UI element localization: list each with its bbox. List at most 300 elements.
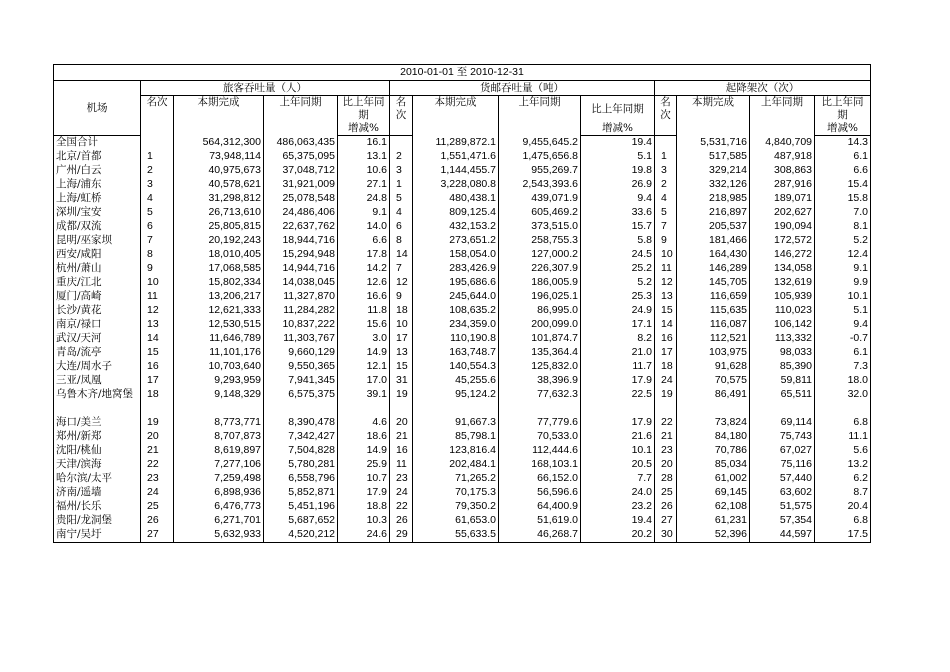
- cell-passenger-last-year: 37,048,712: [264, 164, 338, 178]
- cell-passenger-current: 6,476,773: [174, 500, 264, 514]
- cell-airport-name: 济南/遥墙: [54, 486, 141, 500]
- cell-cargo-last-year: 1,475,656.8: [499, 150, 581, 164]
- cell-passenger-change: 4.6: [338, 416, 390, 430]
- cell-passenger-change: 39.1: [338, 388, 390, 416]
- cell-movement-rank: 22: [655, 416, 677, 430]
- cell-cargo-current: 45,255.6: [413, 374, 499, 388]
- cell-cargo-current: 61,653.0: [413, 514, 499, 528]
- cell-passenger-rank: 22: [141, 458, 174, 472]
- cell-cargo-current: 809,125.4: [413, 206, 499, 220]
- cell-airport-name: 厦门/高崎: [54, 290, 141, 304]
- cell-cargo-last-year: 70,533.0: [499, 430, 581, 444]
- cell-movement-last-year: 57,354: [750, 514, 815, 528]
- cell-movement-last-year: 106,142: [750, 318, 815, 332]
- cell-passenger-current: 564,312,300: [174, 136, 264, 151]
- cell-movement-current: 84,180: [677, 430, 750, 444]
- cell-passenger-rank: 23: [141, 472, 174, 486]
- cell-cargo-change: 17.1: [581, 318, 655, 332]
- cell-cargo-change: 11.7: [581, 360, 655, 374]
- cell-movement-last-year: 4,840,709: [750, 136, 815, 151]
- cell-cargo-current: 202,484.1: [413, 458, 499, 472]
- table-row: [54, 304, 871, 318]
- header-cargo-group: 货邮吞吐量（吨）: [390, 81, 655, 96]
- cell-passenger-current: 20,192,243: [174, 234, 264, 248]
- cell-passenger-last-year: 18,944,716: [264, 234, 338, 248]
- cell-cargo-last-year: 38,396.9: [499, 374, 581, 388]
- cell-movement-rank: 15: [655, 304, 677, 318]
- cell-movement-rank: 20: [655, 458, 677, 472]
- cell-cargo-change: 19.8: [581, 164, 655, 178]
- cell-movement-last-year: 110,023: [750, 304, 815, 318]
- cell-movement-rank: 17: [655, 346, 677, 360]
- cell-passenger-last-year: 11,327,870: [264, 290, 338, 304]
- table-row: [54, 486, 871, 500]
- table-row: [54, 458, 871, 472]
- cell-movement-current: 112,521: [677, 332, 750, 346]
- table-row: [54, 430, 871, 444]
- cell-passenger-rank: 15: [141, 346, 174, 360]
- cell-cargo-last-year: 112,444.6: [499, 444, 581, 458]
- cell-cargo-last-year: 955,269.7: [499, 164, 581, 178]
- cell-cargo-current: 95,124.2: [413, 388, 499, 416]
- cell-movement-change: 12.4: [815, 248, 871, 262]
- cell-movement-current: 115,635: [677, 304, 750, 318]
- cell-passenger-change: 18.8: [338, 500, 390, 514]
- cell-cargo-rank: [390, 136, 413, 151]
- cell-passenger-last-year: 7,342,427: [264, 430, 338, 444]
- cell-airport-name: 上海/浦东: [54, 178, 141, 192]
- header-passenger-last-year: 上年同期: [264, 96, 338, 136]
- cell-cargo-last-year: 135,364.4: [499, 346, 581, 360]
- cell-cargo-current: 140,554.3: [413, 360, 499, 374]
- header-passenger-group: 旅客吞吐量（人）: [141, 81, 390, 96]
- cell-movement-current: 70,575: [677, 374, 750, 388]
- cell-passenger-change: 24.6: [338, 528, 390, 543]
- cell-movement-change: 14.3: [815, 136, 871, 151]
- cell-cargo-change: 24.5: [581, 248, 655, 262]
- cell-movement-last-year: 85,390: [750, 360, 815, 374]
- table-row: [54, 234, 871, 248]
- cell-movement-rank: 2: [655, 178, 677, 192]
- cell-cargo-change: 19.4: [581, 514, 655, 528]
- cell-cargo-current: 163,748.7: [413, 346, 499, 360]
- cell-passenger-change: 10.7: [338, 472, 390, 486]
- cell-cargo-current: 123,816.4: [413, 444, 499, 458]
- cell-passenger-change: 15.6: [338, 318, 390, 332]
- cell-airport-name: 福州/长乐: [54, 500, 141, 514]
- cell-passenger-current: 13,206,217: [174, 290, 264, 304]
- cell-movement-rank: 12: [655, 276, 677, 290]
- cell-passenger-last-year: 5,687,652: [264, 514, 338, 528]
- cell-cargo-current: 3,228,080.8: [413, 178, 499, 192]
- cell-passenger-rank: 1: [141, 150, 174, 164]
- cell-passenger-last-year: 486,063,435: [264, 136, 338, 151]
- cell-cargo-current: 273,651.2: [413, 234, 499, 248]
- cell-passenger-change: 9.1: [338, 206, 390, 220]
- cell-cargo-rank: 9: [390, 290, 413, 304]
- cell-cargo-rank: 11: [390, 458, 413, 472]
- cell-cargo-rank: 14: [390, 248, 413, 262]
- header-passenger-change-line2: 期: [338, 109, 390, 122]
- cell-passenger-current: 5,632,933: [174, 528, 264, 543]
- cell-cargo-rank: 4: [390, 206, 413, 220]
- cell-cargo-change: 25.2: [581, 262, 655, 276]
- cell-passenger-last-year: 14,038,045: [264, 276, 338, 290]
- cell-passenger-rank: 10: [141, 276, 174, 290]
- cell-movement-current: 91,628: [677, 360, 750, 374]
- cell-passenger-current: 12,621,333: [174, 304, 264, 318]
- table-row: [54, 262, 871, 276]
- cell-cargo-change: 26.9: [581, 178, 655, 192]
- cell-cargo-last-year: 226,307.9: [499, 262, 581, 276]
- cell-cargo-current: 283,426.9: [413, 262, 499, 276]
- cell-movement-change: 10.1: [815, 290, 871, 304]
- cell-cargo-change: 25.3: [581, 290, 655, 304]
- cell-movement-rank: 18: [655, 360, 677, 374]
- cell-airport-name: 重庆/江北: [54, 276, 141, 290]
- cell-movement-rank: 4: [655, 192, 677, 206]
- cell-movement-change: 6.8: [815, 514, 871, 528]
- cell-cargo-last-year: 200,099.0: [499, 318, 581, 332]
- cell-movement-current: 517,585: [677, 150, 750, 164]
- table-row: [54, 290, 871, 304]
- cell-movement-rank: 30: [655, 528, 677, 543]
- cell-airport-name: 天津/滨海: [54, 458, 141, 472]
- header-movement-rank-line2: 次: [655, 109, 677, 122]
- cell-cargo-current: 55,633.5: [413, 528, 499, 543]
- cell-movement-change: 6.6: [815, 164, 871, 178]
- cell-passenger-rank: 17: [141, 374, 174, 388]
- cell-passenger-change: 14.0: [338, 220, 390, 234]
- cell-passenger-change: 16.1: [338, 136, 390, 151]
- cell-passenger-rank: 11: [141, 290, 174, 304]
- cell-airport-name: 乌鲁木齐/地窝堡: [54, 388, 141, 416]
- cell-cargo-last-year: 9,455,645.2: [499, 136, 581, 151]
- table-row: [54, 220, 871, 234]
- cell-passenger-current: 11,646,789: [174, 332, 264, 346]
- cell-passenger-rank: 7: [141, 234, 174, 248]
- cell-passenger-rank: [141, 136, 174, 151]
- cell-airport-name: 三亚/凤凰: [54, 374, 141, 388]
- cell-movement-change: -0.7: [815, 332, 871, 346]
- cell-airport-name: 杭州/萧山: [54, 262, 141, 276]
- cell-movement-rank: 11: [655, 262, 677, 276]
- cell-movement-last-year: 51,575: [750, 500, 815, 514]
- cell-airport-name: 哈尔滨/太平: [54, 472, 141, 486]
- cell-cargo-rank: 18: [390, 304, 413, 318]
- cell-movement-change: 8.1: [815, 220, 871, 234]
- cell-movement-rank: 1: [655, 150, 677, 164]
- cell-passenger-current: 9,148,329: [174, 388, 264, 416]
- cell-cargo-rank: 21: [390, 430, 413, 444]
- cell-cargo-current: 108,635.2: [413, 304, 499, 318]
- table-row: [54, 318, 871, 332]
- cell-movement-rank: 9: [655, 234, 677, 248]
- table-body: [54, 136, 871, 543]
- cell-passenger-rank: 20: [141, 430, 174, 444]
- cell-airport-name: 海口/美兰: [54, 416, 141, 430]
- cell-movement-rank: 23: [655, 444, 677, 458]
- date-range-title: 2010-01-01 至 2010-12-31: [54, 65, 871, 81]
- cell-cargo-last-year: 125,832.0: [499, 360, 581, 374]
- header-passenger-change-line1: 比上年同: [338, 96, 390, 110]
- cell-movement-current: 216,897: [677, 206, 750, 220]
- table-row: [54, 192, 871, 206]
- cell-movement-change: 9.9: [815, 276, 871, 290]
- cell-cargo-current: 79,350.2: [413, 500, 499, 514]
- header-cargo-change-line2: 增减%: [581, 122, 655, 136]
- cell-passenger-rank: 2: [141, 164, 174, 178]
- cell-movement-current: 61,002: [677, 472, 750, 486]
- cell-movement-current: 116,087: [677, 318, 750, 332]
- cell-movement-change: 5.1: [815, 304, 871, 318]
- cell-passenger-last-year: 11,284,282: [264, 304, 338, 318]
- cell-passenger-change: 17.8: [338, 248, 390, 262]
- cell-passenger-current: 15,802,334: [174, 276, 264, 290]
- cell-cargo-change: 24.0: [581, 486, 655, 500]
- cell-passenger-last-year: 10,837,222: [264, 318, 338, 332]
- header-cargo-rank-line1: 名: [390, 96, 413, 110]
- cell-passenger-last-year: 5,852,871: [264, 486, 338, 500]
- cell-passenger-rank: 12: [141, 304, 174, 318]
- cell-passenger-last-year: 15,294,948: [264, 248, 338, 262]
- cell-movement-change: 6.2: [815, 472, 871, 486]
- cell-cargo-last-year: 64,400.9: [499, 500, 581, 514]
- cell-passenger-last-year: 7,941,345: [264, 374, 338, 388]
- cell-movement-change: 9.4: [815, 318, 871, 332]
- cell-cargo-last-year: 127,000.2: [499, 248, 581, 262]
- cell-movement-last-year: 308,863: [750, 164, 815, 178]
- cell-airport-name: 武汉/天河: [54, 332, 141, 346]
- cell-cargo-change: 19.4: [581, 136, 655, 151]
- cell-cargo-rank: 26: [390, 514, 413, 528]
- cell-airport-name: 北京/首都: [54, 150, 141, 164]
- cell-movement-rank: 28: [655, 472, 677, 486]
- cell-movement-change: 11.1: [815, 430, 871, 444]
- cell-cargo-current: 158,054.0: [413, 248, 499, 262]
- cell-passenger-current: 7,259,498: [174, 472, 264, 486]
- cell-movement-rank: 21: [655, 430, 677, 444]
- cell-cargo-current: 195,686.6: [413, 276, 499, 290]
- cell-cargo-current: 432,153.2: [413, 220, 499, 234]
- cell-passenger-current: 8,707,873: [174, 430, 264, 444]
- cell-passenger-last-year: 9,660,129: [264, 346, 338, 360]
- cell-passenger-rank: 21: [141, 444, 174, 458]
- cell-cargo-change: 7.7: [581, 472, 655, 486]
- header-movement-current: 本期完成: [677, 96, 750, 136]
- cell-passenger-rank: 16: [141, 360, 174, 374]
- cell-passenger-rank: 26: [141, 514, 174, 528]
- cell-passenger-rank: 27: [141, 528, 174, 543]
- cell-movement-last-year: 98,033: [750, 346, 815, 360]
- cell-cargo-change: 22.5: [581, 388, 655, 416]
- cell-cargo-change: 24.9: [581, 304, 655, 318]
- cell-movement-change: 15.4: [815, 178, 871, 192]
- cell-passenger-rank: 9: [141, 262, 174, 276]
- cell-movement-last-year: 63,602: [750, 486, 815, 500]
- cell-passenger-last-year: 25,078,548: [264, 192, 338, 206]
- cell-movement-current: 218,985: [677, 192, 750, 206]
- cell-movement-rank: 19: [655, 388, 677, 416]
- cell-cargo-rank: 29: [390, 528, 413, 543]
- header-movement-last-year: 上年同期: [750, 96, 815, 136]
- cell-cargo-rank: 24: [390, 486, 413, 500]
- cell-movement-current: 52,396: [677, 528, 750, 543]
- cell-passenger-current: 25,805,815: [174, 220, 264, 234]
- cell-cargo-change: 5.1: [581, 150, 655, 164]
- table-row: [54, 276, 871, 290]
- cell-movement-rank: 3: [655, 164, 677, 178]
- header-movement-change-line1: 比上年同: [815, 96, 871, 110]
- cell-movement-last-year: 202,627: [750, 206, 815, 220]
- cell-cargo-last-year: 186,005.9: [499, 276, 581, 290]
- cell-movement-change: 5.2: [815, 234, 871, 248]
- cell-cargo-change: 8.2: [581, 332, 655, 346]
- cell-movement-change: 6.8: [815, 416, 871, 430]
- cell-passenger-change: 25.9: [338, 458, 390, 472]
- cell-passenger-current: 12,530,515: [174, 318, 264, 332]
- cell-cargo-last-year: 66,152.0: [499, 472, 581, 486]
- cell-movement-change: 13.2: [815, 458, 871, 472]
- cell-cargo-last-year: 86,995.0: [499, 304, 581, 318]
- table-row: [54, 472, 871, 486]
- cell-movement-rank: 16: [655, 332, 677, 346]
- cell-cargo-change: 20.2: [581, 528, 655, 543]
- cell-passenger-rank: 19: [141, 416, 174, 430]
- header-movement-change-line2: 期: [815, 109, 871, 122]
- cell-cargo-rank: 31: [390, 374, 413, 388]
- cell-passenger-current: 18,010,405: [174, 248, 264, 262]
- cell-cargo-last-year: 77,779.6: [499, 416, 581, 430]
- cell-movement-rank: 7: [655, 220, 677, 234]
- cell-passenger-change: 27.1: [338, 178, 390, 192]
- cell-passenger-current: 73,948,114: [174, 150, 264, 164]
- cell-movement-current: 70,786: [677, 444, 750, 458]
- cell-movement-current: 329,214: [677, 164, 750, 178]
- cell-passenger-current: 11,101,176: [174, 346, 264, 360]
- cell-passenger-current: 9,293,959: [174, 374, 264, 388]
- cell-passenger-last-year: 5,780,281: [264, 458, 338, 472]
- table-row: [54, 388, 871, 416]
- cell-passenger-last-year: 6,575,375: [264, 388, 338, 416]
- cell-movement-last-year: 75,743: [750, 430, 815, 444]
- cell-airport-name: 沈阳/桃仙: [54, 444, 141, 458]
- cell-movement-change: 17.5: [815, 528, 871, 543]
- cell-movement-change: 6.1: [815, 346, 871, 360]
- cell-airport-name: 长沙/黄花: [54, 304, 141, 318]
- cell-cargo-rank: 17: [390, 332, 413, 346]
- cell-passenger-change: 6.6: [338, 234, 390, 248]
- cell-cargo-change: 20.5: [581, 458, 655, 472]
- cell-passenger-change: 24.8: [338, 192, 390, 206]
- cell-movement-last-year: 132,619: [750, 276, 815, 290]
- cell-movement-rank: 25: [655, 486, 677, 500]
- cell-movement-change: 6.1: [815, 150, 871, 164]
- cell-airport-name: 南宁/吴圩: [54, 528, 141, 543]
- cell-cargo-last-year: 46,268.7: [499, 528, 581, 543]
- cell-movement-last-year: 67,027: [750, 444, 815, 458]
- cell-airport-name: 上海/虹桥: [54, 192, 141, 206]
- cell-cargo-rank: 8: [390, 234, 413, 248]
- cell-passenger-change: 3.0: [338, 332, 390, 346]
- cell-passenger-change: 17.0: [338, 374, 390, 388]
- cell-cargo-change: 21.6: [581, 430, 655, 444]
- cell-cargo-last-year: 51,619.0: [499, 514, 581, 528]
- cell-passenger-change: 13.1: [338, 150, 390, 164]
- header-cargo-current: 本期完成: [413, 96, 499, 136]
- cell-airport-name: 西安/咸阳: [54, 248, 141, 262]
- cell-airport-name: 全国合计: [54, 136, 141, 151]
- cell-movement-last-year: 134,058: [750, 262, 815, 276]
- cell-movement-change: 5.6: [815, 444, 871, 458]
- table-row: [54, 514, 871, 528]
- cell-movement-current: 146,289: [677, 262, 750, 276]
- table-row: [54, 206, 871, 220]
- cell-cargo-last-year: 101,874.7: [499, 332, 581, 346]
- cell-cargo-current: 91,667.3: [413, 416, 499, 430]
- cell-cargo-change: 33.6: [581, 206, 655, 220]
- cell-cargo-last-year: 196,025.1: [499, 290, 581, 304]
- header-movement-rank-line1: 名: [655, 96, 677, 110]
- cell-cargo-current: 234,359.0: [413, 318, 499, 332]
- cell-passenger-current: 40,578,621: [174, 178, 264, 192]
- cell-movement-rank: 14: [655, 318, 677, 332]
- cell-passenger-rank: 24: [141, 486, 174, 500]
- cell-passenger-change: 14.9: [338, 444, 390, 458]
- cell-passenger-last-year: 7,504,828: [264, 444, 338, 458]
- cell-movement-last-year: 190,094: [750, 220, 815, 234]
- cell-passenger-current: 10,703,640: [174, 360, 264, 374]
- cell-cargo-rank: 12: [390, 276, 413, 290]
- cell-cargo-last-year: 439,071.9: [499, 192, 581, 206]
- cell-cargo-last-year: 373,515.0: [499, 220, 581, 234]
- cell-passenger-last-year: 9,550,365: [264, 360, 338, 374]
- table-row: [54, 416, 871, 430]
- cell-passenger-last-year: 11,303,767: [264, 332, 338, 346]
- cell-passenger-rank: 6: [141, 220, 174, 234]
- cell-movement-change: 15.8: [815, 192, 871, 206]
- cell-passenger-current: 40,975,673: [174, 164, 264, 178]
- table-row: [54, 444, 871, 458]
- table-row: [54, 164, 871, 178]
- cell-movement-current: 85,034: [677, 458, 750, 472]
- cell-cargo-change: 15.7: [581, 220, 655, 234]
- table-row: [54, 346, 871, 360]
- cell-movement-rank: 26: [655, 500, 677, 514]
- cell-passenger-last-year: 5,451,196: [264, 500, 338, 514]
- cell-passenger-change: 14.9: [338, 346, 390, 360]
- cell-movement-current: 103,975: [677, 346, 750, 360]
- cell-cargo-change: 21.0: [581, 346, 655, 360]
- cell-passenger-last-year: 31,921,009: [264, 178, 338, 192]
- cell-passenger-change: 10.3: [338, 514, 390, 528]
- cell-movement-current: 5,531,716: [677, 136, 750, 151]
- cell-movement-last-year: 146,272: [750, 248, 815, 262]
- header-cargo-rank-line3: [390, 122, 413, 136]
- cell-passenger-last-year: 65,375,095: [264, 150, 338, 164]
- cell-movement-last-year: 487,918: [750, 150, 815, 164]
- table-row: [54, 374, 871, 388]
- cell-movement-rank: [655, 136, 677, 151]
- header-movement-change-line3: 增减%: [815, 122, 871, 136]
- cell-movement-current: 205,537: [677, 220, 750, 234]
- cell-cargo-rank: 22: [390, 500, 413, 514]
- cell-movement-change: 9.1: [815, 262, 871, 276]
- cell-movement-last-year: 189,071: [750, 192, 815, 206]
- cell-cargo-last-year: 605,469.2: [499, 206, 581, 220]
- cell-passenger-change: 10.6: [338, 164, 390, 178]
- cell-cargo-rank: 13: [390, 346, 413, 360]
